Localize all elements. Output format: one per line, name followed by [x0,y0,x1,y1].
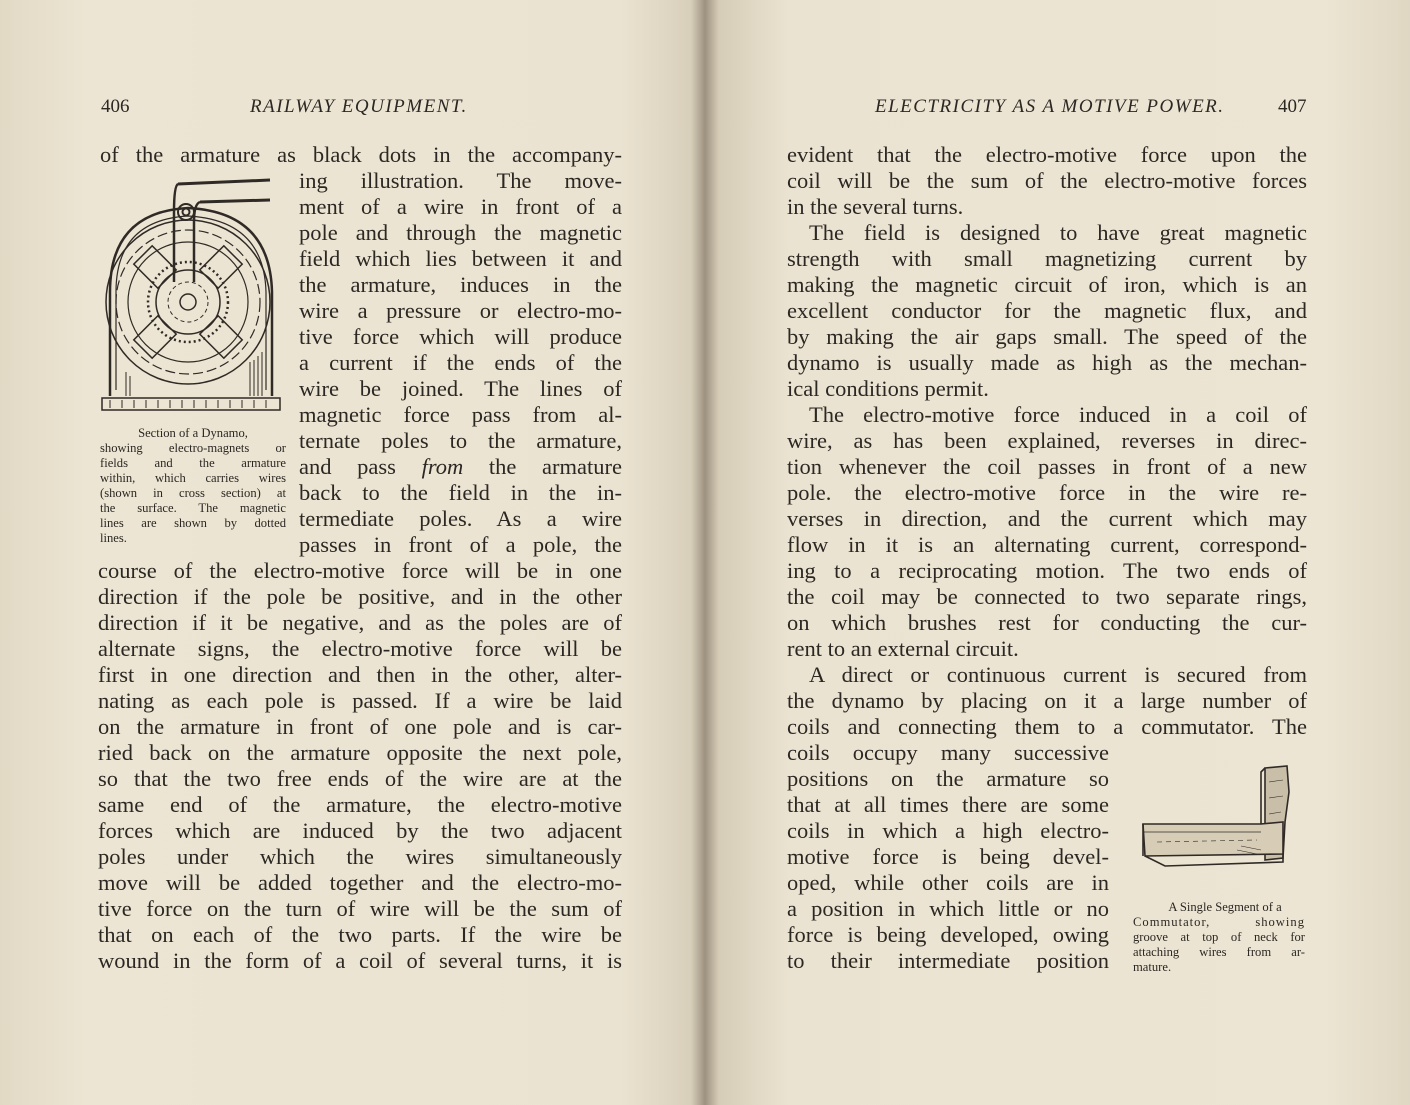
left-beside-figure-text [299,168,622,558]
text-line: a current if the ends of the [299,350,622,375]
text-line: coils in which a high electro- [787,818,1109,843]
text-line: flow in it is an alternating current, correspond- [787,532,1307,557]
text-run: the armature [463,454,622,479]
text-line: the coil may be connected to two separate rings, [787,584,1307,609]
text-line: direction if it be negative, and as the poles are of [98,610,622,635]
text-line: ing to a reciprocating motion. The two ends of [787,558,1307,583]
text-line: pole. the electro-motive force in the wire re- [787,480,1307,505]
text-line: termediate poles. As a wire [299,506,622,531]
text-line: The field is designed to have great magnetic [809,220,1307,245]
dynamo-figure [100,172,292,418]
caption-line: A Single Segment of a [1168,900,1282,914]
text-line: field which lies between it and [299,246,622,271]
text-line: move will be added together and the electro-mo- [98,870,622,895]
text-line: passes in front of a pole, the [299,532,622,557]
caption-line: attaching wires from ar- [1133,945,1305,959]
text-line: rent to an external circuit. [787,636,1019,661]
text-line: excellent conductor for the magnetic flux, and [787,298,1307,323]
commutator-caption [1133,900,1305,975]
text-line: ternate poles to the armature, [299,428,622,453]
text-line: that at all times there are some [787,792,1109,817]
caption-line: showing electro-magnets or [100,441,286,455]
caption-line: mature. [1133,960,1172,974]
text-line: evident that the electro-motive force upon the [787,142,1307,167]
text-line: coils and connecting them to a commutator. The [787,714,1307,739]
text-line: positions on the armature so [787,766,1109,791]
text-line: alternate signs, the electro-motive force will be [98,636,622,661]
text-run: and pass [299,454,422,479]
text-line: motive force is being devel- [787,844,1109,869]
text-line: on the armature in front of one pole and is car- [98,714,622,739]
text-line: forces which are induced by the two adjacent [98,818,622,843]
text-line-italic [299,454,622,480]
running-head-title-right: ELECTRICITY AS A MOTIVE POWER. [875,96,1225,117]
caption-line: the surface. The magnetic [100,501,286,515]
text-line: ment of a wire in front of a [299,194,622,219]
caption-line: groove at top of neck for [1133,930,1305,944]
text-line: tive force which will produce [299,324,622,349]
caption-line: Section of a Dynamo, [138,426,248,440]
caption-line: (shown in cross section) at [100,486,286,500]
text-line: that on each of the two parts. If the wire be [98,922,622,947]
right-page [705,0,1410,1105]
italic-word: from [421,454,464,479]
text-line: coil will be the sum of the electro-motive forces [787,168,1307,193]
dynamo-caption [100,426,286,546]
text-line: the dynamo by placing on it a large number of [787,688,1307,713]
text-line: the armature, induces in the [299,272,622,297]
text-line: ical conditions permit. [787,376,989,401]
text-line: by making the air gaps small. The speed of the [787,324,1307,349]
text-line: oped, while other coils are in [787,870,1109,895]
text-line: strength with small magnetizing current by [787,246,1307,271]
text-line: direction if the pole be positive, and in the other [98,584,622,609]
text-line: so that the two free ends of the wire are at the [98,766,622,791]
left-top-line [100,142,622,168]
text-line: making the magnetic circuit of iron, which is an [787,272,1307,297]
text-line: ing illustration. The move- [299,168,622,193]
commutator-segment-figure [1137,762,1309,892]
text-line: back to the field in the in- [299,480,622,505]
text-line: wire, as has been explained, reverses in direc- [787,428,1307,453]
page-number-right: 407 [1278,96,1307,117]
text-line: to their intermediate position [787,948,1109,973]
text-line: magnetic force pass from al- [299,402,622,427]
text-line: tive force on the turn of wire will be the sum of [98,896,622,921]
text-line: same end of the armature, the electro-motive [98,792,622,817]
text-line: A direct or continuous current is secured from [809,662,1307,687]
text-line: pole and through the magnetic [299,220,622,245]
caption-line: fields and the armature [100,456,286,470]
page-number-left: 406 [101,96,130,117]
text-line: tion whenever the coil passes in front of a new [787,454,1307,479]
running-head-title-left: RAILWAY EQUIPMENT. [250,96,468,117]
text-line: verses in direction, and the current which may [787,506,1307,531]
caption-line: within, which carries wires [100,471,286,485]
text-line: ried back on the armature opposite the next pole, [98,740,622,765]
text-line: force is being developed, owing [787,922,1109,947]
text-line: in the several turns. [787,194,964,219]
text-line: of the armature as black dots in the accompany- [100,142,622,167]
caption-line: lines are shown by dotted [100,516,286,530]
caption-line: lines. [100,531,127,545]
text-line: dynamo is usually made as high as the mechan- [787,350,1307,375]
text-line: nating as each pole is passed. If a wire be laid [98,688,622,713]
text-line: a position in which little or no [787,896,1109,921]
text-line: coils occupy many successive [787,740,1109,765]
caption-line: Commutator, showing [1133,915,1305,929]
text-line: wound in the form of a coil of several turns, it is [98,948,622,973]
right-beside-figure-text [787,740,1109,974]
left-body-text [98,558,622,974]
text-line: wire be joined. The lines of [299,376,622,401]
text-line: on which brushes rest for conducting the cur- [787,610,1307,635]
text-line: first in one direction and then in the other, alter- [98,662,622,687]
text-line: wire a pressure or electro-mo- [299,298,622,323]
text-line: The electro-motive force induced in a coil of [809,402,1307,427]
text-line: course of the electro-motive force will be in one [98,558,622,583]
right-body-text [787,142,1307,740]
text-line: poles under which the wires simultaneously [98,844,622,869]
